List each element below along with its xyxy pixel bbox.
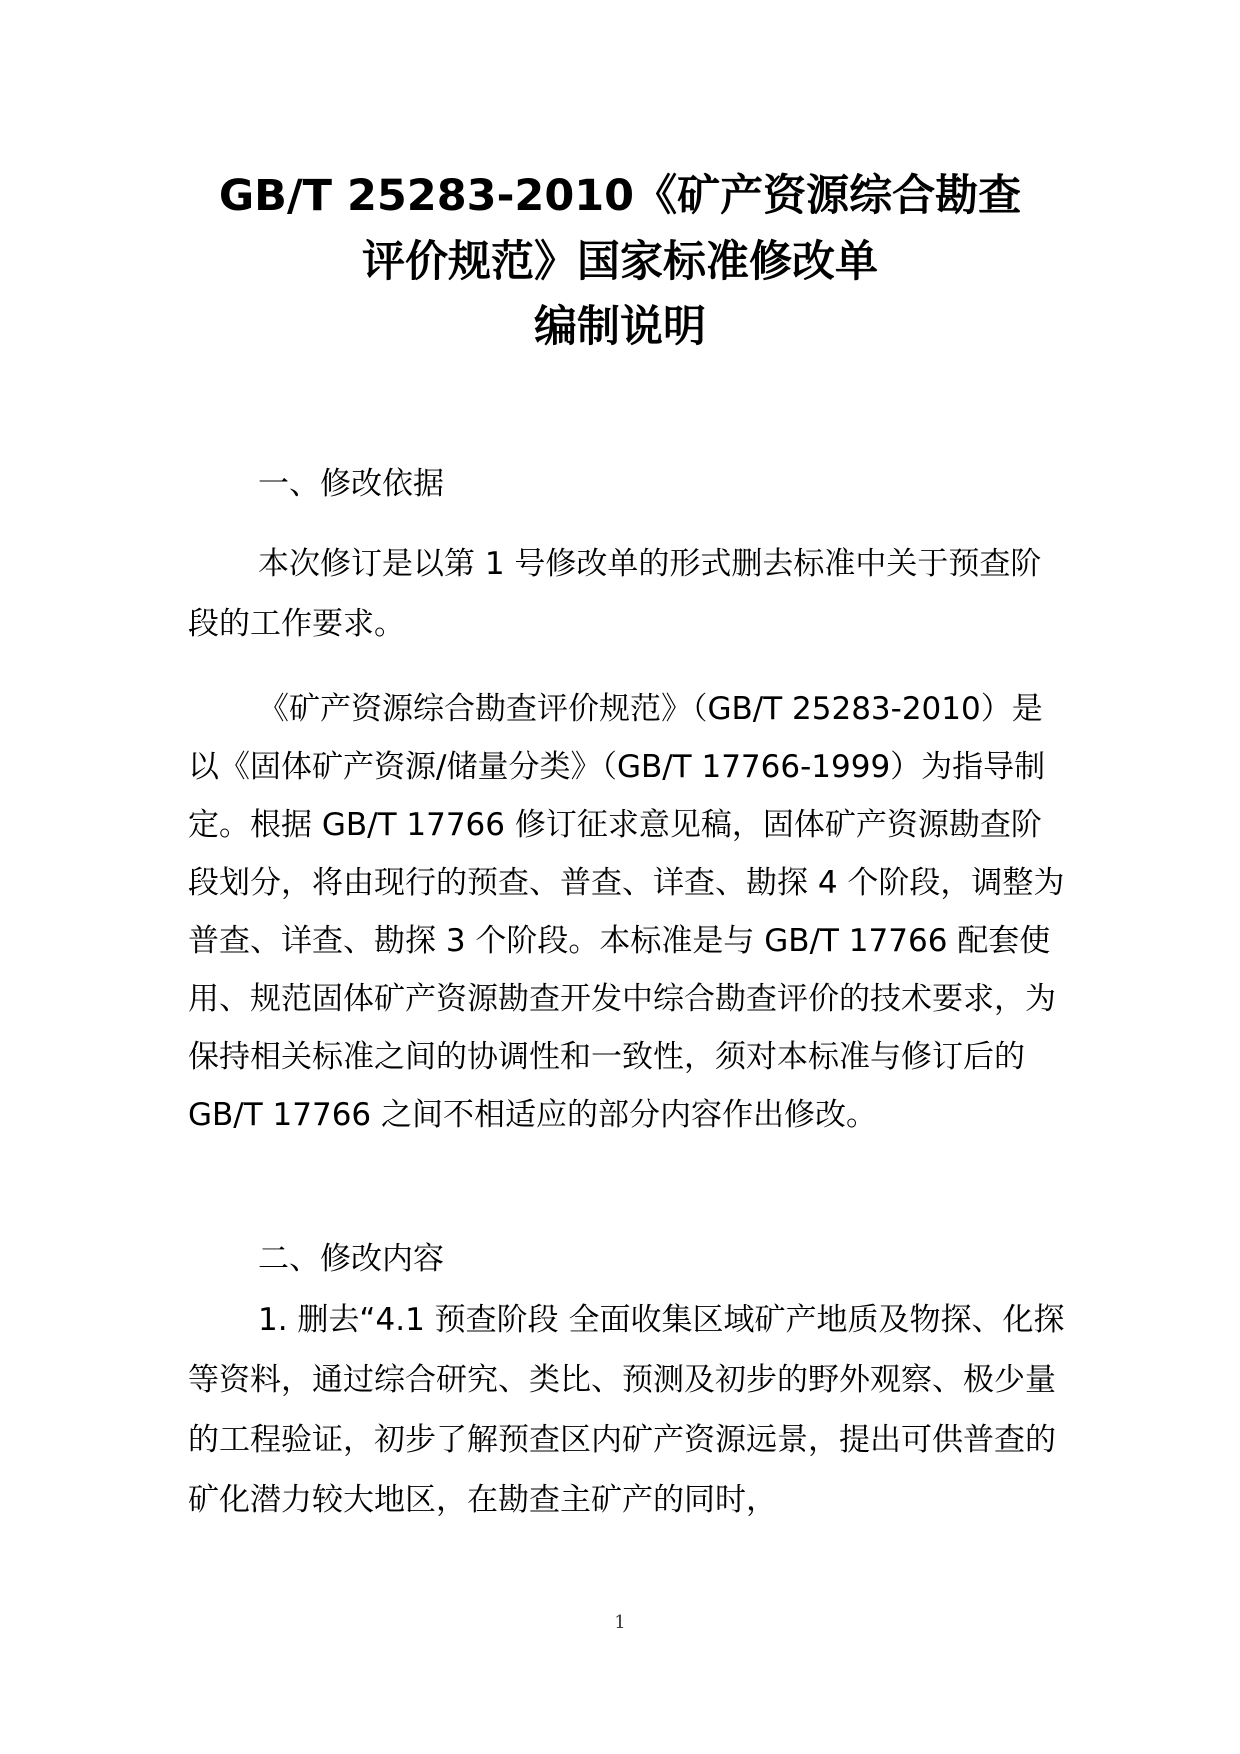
paragraph-revision-purpose: 本次修订是以第 1 号修改单的形式删去标准中关于预查阶段的工作要求。 bbox=[188, 546, 1042, 642]
section-heading-basis: 一、修改依据 bbox=[258, 466, 444, 502]
document-title-line-2: 评价规范》国家标准修改单 bbox=[362, 237, 878, 287]
document-title-line-3: 编制说明 bbox=[534, 302, 706, 352]
page-number: 1 bbox=[614, 1612, 626, 1633]
paragraph-deletion-item-1: 1. 删去“4.1 预查阶段 全面收集区域矿产地质及物探、化探等资料，通过综合研究、类比、预测及初步的野外观察、极少量的工程验证，初步了解预查区内矿产资源远景，提出可供普查的矿化潜力较大地区，在勘查主矿产的同时， bbox=[188, 1302, 1065, 1518]
paragraph-revision-background: 《矿产资源综合勘查评价规范》（GB/T 25283-2010）是以《固体矿产资源/储量分类》（GB/T 17766-1999）为指导制定。根据 GB/T 17766 修订征求意见稿，固体矿产资源勘查阶段划分，将由现行的预查、普查、详查、勘探 4 个阶段，调整为普查、详查、勘探 3 个阶段。本标准是与 GB/T 17766 配套使用、规范固体矿产资源勘查开发中综合勘查评价的技术要求，为保持相关标准之间的协调性和一致性，须对本标准与修订后的 GB/T 17766 之间不相适应的部分内容作出修改。 bbox=[188, 691, 1065, 1133]
section-heading-content: 二、修改内容 bbox=[258, 1241, 444, 1277]
document-title-line-1: GB/T 25283-2010《矿产资源综合勘查 bbox=[218, 171, 1022, 221]
